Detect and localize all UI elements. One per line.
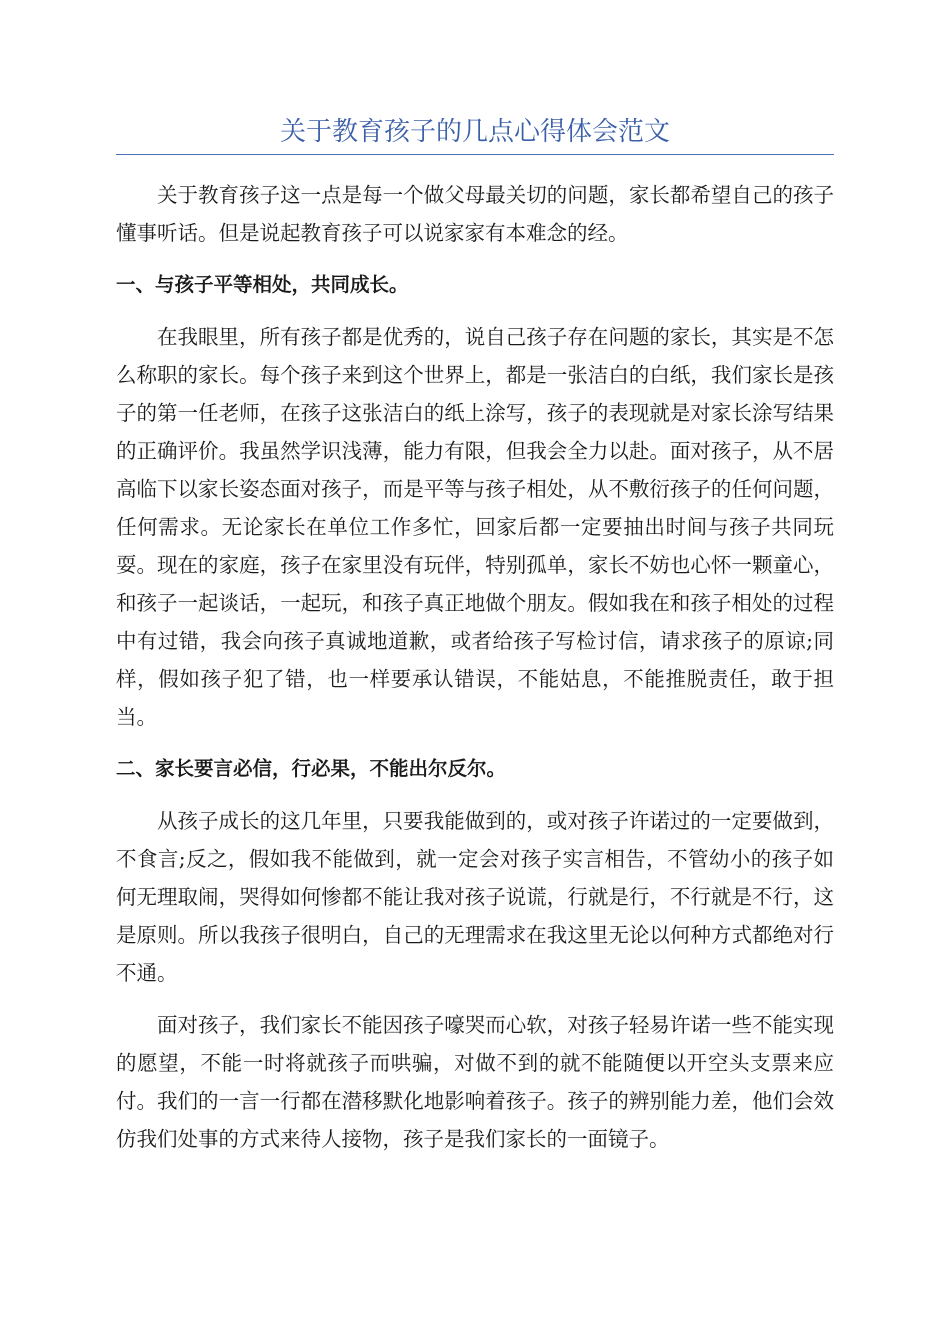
section-2-heading: 二、家长要言必信，行必果，不能出尔反尔。: [116, 757, 507, 780]
section-2-paragraph-1: 从孩子成长的这几年里，只要我能做到的，或对孩子许诺过的一定要做到，不食言;反之，假如我不能做到，就一定会对孩子实言相告，不管幼小的孩子如何无理取闹，哭得如何惨都不能让我对孩子说谎，行就是行，不行就是不行，这是原则。所以我孩子很明白，自己的无理需求在我这里无论以何种方式都绝对行不通。: [116, 809, 834, 985]
title-underline: [116, 154, 834, 155]
section-1-heading: 一、与孩子平等相处，共同成长。: [116, 273, 409, 296]
document-body: [116, 176, 834, 1158]
document-title: 关于教育孩子的几点心得体会范文: [279, 117, 670, 147]
section-1-paragraph: 在我眼里，所有孩子都是优秀的，说自己孩子存在问题的家长，其实是不怎么称职的家长。每个孩子来到这个世界上，都是一张洁白的白纸，我们家长是孩子的第一任老师，在孩子这张洁白的纸上涂写，孩子的表现就是对家长涂写结果的正确评价。我虽然学识浅薄，能力有限，但我会全力以赴。面对孩子，从不居高临下以家长姿态面对孩子，而是平等与孩子相处，从不敷衍孩子的任何问题，任何需求。无论家长在单位工作多忙，回家后都一定要抽出时间与孩子共同玩耍。现在的家庭，孩子在家里没有玩伴，特别孤单，家长不妨也心怀一颗童心，和孩子一起谈话，一起玩，和孩子真正地做个朋友。假如我在和孩子相处的过程中有过错，我会向孩子真诚地道歉，或者给孩子写检讨信，请求孩子的原谅;同样，假如孩子犯了错，也一样要承认错误，不能姑息，不能推脱责任，敢于担当。: [116, 325, 834, 729]
section-2-paragraph-2: 面对孩子，我们家长不能因孩子嚎哭而心软，对孩子轻易许诺一些不能实现的愿望，不能一时将就孩子而哄骗，对做不到的就不能随便以开空头支票来应付。我们的一言一行都在潜移默化地影响着孩子。孩子的辨别能力差，他们会效仿我们处事的方式来待人接物，孩子是我们家长的一面镜子。: [116, 1013, 834, 1151]
intro-paragraph: 关于教育孩子这一点是每一个做父母最关切的问题，家长都希望自己的孩子懂事听话。但是说起教育孩子可以说家家有本难念的经。: [116, 183, 834, 245]
